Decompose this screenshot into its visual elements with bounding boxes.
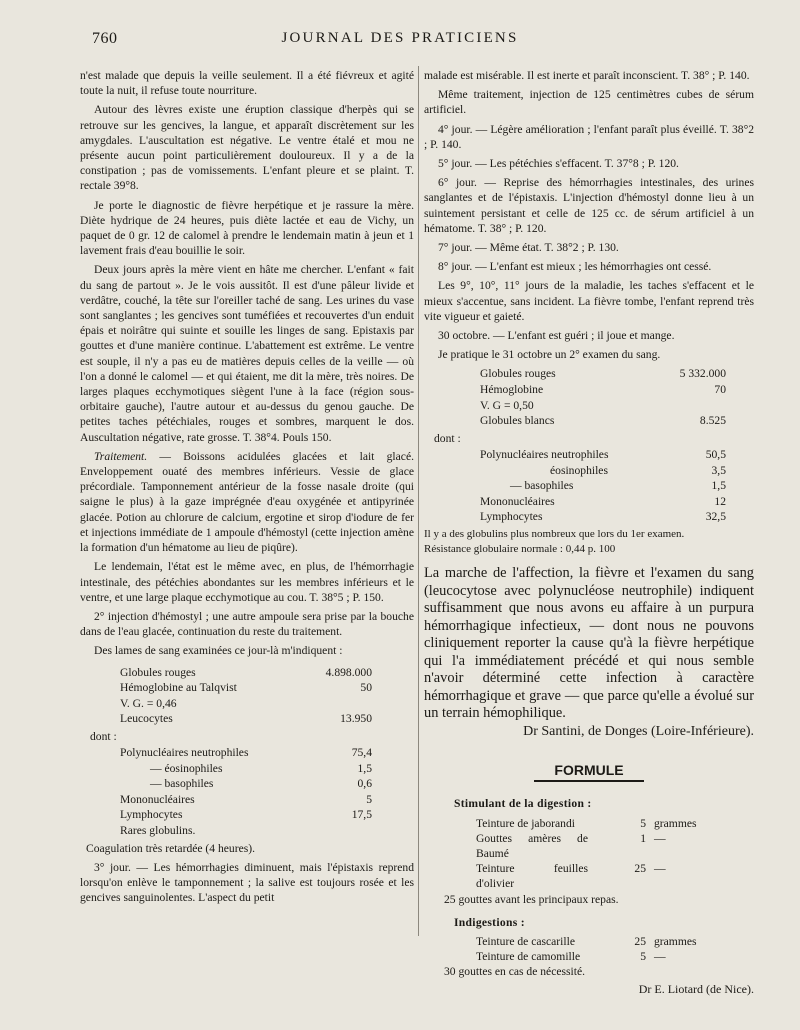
dont-label: dont : bbox=[90, 729, 117, 743]
blood-exam-1-table bbox=[120, 665, 372, 727]
table-row bbox=[120, 745, 372, 761]
right-column bbox=[424, 68, 754, 997]
unit: — bbox=[654, 831, 666, 845]
paragraph: 30 octobre. — L'enfant est guéri ; il joue et mange. bbox=[438, 329, 675, 343]
ingredient: Teinture de camomille bbox=[476, 950, 581, 964]
paragraph: Même traitement, injection de 125 centimètres cubes de sérum artificiel. bbox=[424, 88, 754, 117]
blood-exam-1-formula-table bbox=[120, 745, 372, 839]
page-number: 760 bbox=[92, 30, 118, 47]
treatment-label: Traitement. bbox=[94, 449, 148, 463]
prescription-line bbox=[476, 861, 724, 891]
blood-exam-2-formula-table bbox=[480, 447, 726, 525]
table-row bbox=[120, 807, 372, 823]
table-row bbox=[120, 711, 372, 727]
row-value: 13.950 bbox=[340, 712, 372, 726]
paragraph: Autour des lèvres existe une éruption classique d'herpès qui se retrouve sur les gencives, la langue, et apparaît discrètement sur les amygdales. L'auscultation est négative. Le ventre étalé et mou ne présente aucun point particulièrement douloureux. Il y a de la constipation ; pas de vomissements. L'enfant pleure et se plaint. T. rectale 39°8. bbox=[80, 103, 414, 193]
row-label: Lymphocytes bbox=[120, 808, 183, 822]
amount: 5 bbox=[640, 816, 646, 830]
paragraph: 5° jour. — Les pétéchies s'effacent. T. 37°8 ; P. 120. bbox=[438, 157, 679, 171]
table-row bbox=[480, 366, 726, 382]
paragraph: Les 9°, 10°, 11° jours de la maladie, les taches s'effacent et le mieux s'accentue, sans incident. La fièvre tombe, l'enfant reprend très vite vigueur et gaieté. bbox=[424, 279, 754, 323]
row-label: Polynucléaires neutrophiles bbox=[120, 746, 249, 760]
paragraph: Je porte le diagnostic de fièvre herpétique et je rassure la mère. Diète hydrique de 24 heures, puis diète lactée et eau de Vichy, un paquet de 0 gr. 12 de calomel à prendre le lendemain matin à jeun et 1 lavement frais d'eau bouillie le soir. bbox=[80, 198, 414, 258]
row-label: — basophiles bbox=[510, 479, 574, 493]
table-row bbox=[120, 792, 372, 808]
ingredient: Teinture de jaborandi bbox=[476, 816, 575, 830]
conclusion-paragraph: La marche de l'affection, la fièvre et l'examen du sang (leucocytose avec polynucléose neutrophile) indiquent suffisamment que nous avons eu affaire à un purpura hémorrhagique infectieux, — dont nous ne pouvons cliniquement reporter la cause qu'à la fièvre herpétique qui l'a immédiatement précédé et qui nous semble n'avoir déterminé cette infection à caractère hémorrhagique et grave — que parce qu'elle a évolué sur un terrain hémophilique. bbox=[424, 565, 754, 722]
row-value: 5 332.000 bbox=[679, 367, 726, 381]
treatment-paragraph bbox=[80, 449, 414, 555]
table-row bbox=[480, 494, 726, 510]
row-label: — éosinophiles bbox=[150, 761, 223, 775]
table-row bbox=[120, 680, 372, 696]
row-value: 5 bbox=[366, 792, 372, 806]
column-divider bbox=[418, 66, 419, 936]
paragraph: 3° jour. — Les hémorrhagies diminuent, mais l'épistaxis reprend lorsqu'on enlève le tamponnement ; la salive est toujours rosée et les gencives sanguinolentes. L'aspect du petit bbox=[80, 860, 414, 905]
row-value bbox=[300, 696, 372, 712]
row-value: 50,5 bbox=[705, 448, 726, 462]
row-label: V. G = 0,50 bbox=[480, 398, 534, 412]
treatment-text: — Boissons acidulées glacées et lait glacé. Enveloppement ouaté des membres inférieurs. Vessie de glace précordiale. Tamponnement antérieur de la fosse nasale droite (qui saigne le plus) à la gaze imprégnée d'eau oxygénée et antipyrinée glacée. Potion au chlorure de calcium, ergotine et sirop d'iodure de fer et injections immédiate de 1 ampoule d'hémostyl (cette injection amène la formation d'un hématome au lieu de piqûre). bbox=[80, 449, 414, 555]
ingredient: Teinture feuilles d'olivier bbox=[476, 862, 588, 891]
amount: 25 bbox=[634, 934, 646, 948]
paragraph: 2° injection d'hémostyl ; une autre ampoule sera prise par la bouche dans de l'eau glacée, continuation du reste du traitement. bbox=[80, 609, 414, 639]
table-row bbox=[480, 447, 726, 463]
row-value bbox=[633, 398, 726, 414]
row-value: 32,5 bbox=[705, 510, 726, 524]
row-label: Mononucléaires bbox=[480, 494, 555, 508]
page-header bbox=[0, 30, 800, 54]
prescription-title: Stimulant de la digestion : bbox=[454, 797, 592, 811]
paragraph: Je pratique le 31 octobre un 2° examen du sang. bbox=[438, 348, 661, 362]
paragraph: 8° jour. — L'enfant est mieux ; les hémorrhagies ont cessé. bbox=[438, 260, 712, 274]
row-label: — basophiles bbox=[150, 777, 214, 791]
journal-title: JOURNAL DES PRATICIENS bbox=[281, 30, 519, 46]
resistance-note: Résistance globulaire normale : 0,44 p. 100 bbox=[424, 543, 616, 556]
table-row bbox=[480, 509, 726, 525]
unit: — bbox=[654, 862, 666, 876]
table-row bbox=[480, 463, 726, 479]
prescription-line bbox=[476, 816, 724, 831]
row-label: V. G. = 0,46 bbox=[120, 696, 177, 710]
row-label: Hémoglobine bbox=[480, 383, 544, 397]
row-label: Mononucléaires bbox=[120, 792, 195, 806]
table-row bbox=[120, 665, 372, 681]
coagulation-note: Coagulation très retardée (4 heures). bbox=[86, 841, 256, 855]
table-row bbox=[480, 413, 726, 429]
prescription-dosage: 25 gouttes avant les principaux repas. bbox=[444, 892, 619, 906]
table-row bbox=[480, 478, 726, 494]
table-row bbox=[120, 776, 372, 792]
row-label: Rares globulins. bbox=[120, 824, 196, 838]
row-value: 0,6 bbox=[357, 777, 372, 791]
row-label: Hémoglobine au Talqvist bbox=[120, 681, 237, 695]
left-column bbox=[80, 68, 414, 909]
row-label: Polynucléaires neutrophiles bbox=[480, 448, 609, 462]
row-label: Globules rouges bbox=[480, 367, 556, 381]
table-row bbox=[120, 761, 372, 777]
row-value bbox=[338, 823, 372, 839]
table-row bbox=[120, 696, 372, 712]
prescription-title: Indigestions : bbox=[454, 915, 525, 929]
paragraph: 7° jour. — Même état. T. 38°2 ; P. 130. bbox=[438, 241, 619, 255]
row-value: 4.898.000 bbox=[325, 665, 372, 679]
paragraph: Des lames de sang examinées ce jour-là m'indiquent : bbox=[94, 644, 343, 658]
paragraph: 4° jour. — Légère amélioration ; l'enfant paraît plus éveillé. T. 38°2 ; P. 140. bbox=[424, 122, 754, 151]
amount: 5 bbox=[640, 950, 646, 964]
row-label: Globules rouges bbox=[120, 665, 196, 679]
prescription-dosage: 30 gouttes en cas de nécessité. bbox=[444, 965, 586, 979]
row-value: 75,4 bbox=[351, 746, 372, 760]
table-row bbox=[120, 823, 372, 839]
row-label: Globules blancs bbox=[480, 414, 555, 428]
formule-heading: FORMULE bbox=[534, 763, 644, 782]
table-row bbox=[480, 382, 726, 398]
unit: grammes bbox=[654, 934, 697, 948]
row-label: éosinophiles bbox=[550, 463, 608, 477]
row-value: 12 bbox=[714, 494, 726, 508]
paragraph: Le lendemain, l'état est le même avec, en plus, de l'hémorrhagie intestinale, des pétéchies abondantes sur les membres inférieurs et le ventre, et une large plaque ecchymotique au cou. T. 38°5 ; P. 150. bbox=[80, 560, 414, 604]
dont-label: dont : bbox=[434, 431, 461, 445]
row-label: Leucocytes bbox=[120, 712, 173, 726]
row-value: 1,5 bbox=[357, 761, 372, 775]
prescription-line bbox=[476, 934, 724, 949]
blood-exam-2-table bbox=[480, 366, 726, 428]
row-value: 50 bbox=[360, 681, 372, 695]
row-label: Lymphocytes bbox=[480, 510, 543, 524]
paragraph: malade est misérable. Il est inerte et paraît inconscient. T. 38° ; P. 140. bbox=[424, 69, 750, 82]
paragraph: Deux jours après la mère vient en hâte me chercher. L'enfant « fait du sang de partout ». Je le vois aussitôt. Il est d'une pâleur livide et verdâtre, couché, la tête sur l'oreiller taché de sang. Les urines du vase sont sanglantes ; les gencives sont tuméfiées et recouvertes d'un enduit épais et noirâtre qui suinte et souille les linges de sang. Epistaxis par gouttes et d'une manière continue. L'abattement est extrême. Le ventre est souple, il n'y a pas eu de matières depuis celles de la veille — où l'on a donné le calomel — et qui étaient, me dit la mère, très noires. De larges plaques ecchymotiques siègent l'une à la face (région sous-orbitaire gauche), l'autre autour et au-dessus du genou gauche. De petites taches pétéchiales, rouges et sombres, marquent le dos. Auscultation négative, rate grosse. T. 38°4. Pouls 150. bbox=[80, 263, 414, 444]
row-value: 17,5 bbox=[351, 808, 372, 822]
prescription-line bbox=[476, 831, 724, 861]
ingredient: Gouttes amères de Baumé bbox=[476, 831, 588, 860]
prescription-line bbox=[476, 949, 724, 964]
amount: 25 bbox=[634, 862, 646, 876]
amount: 1 bbox=[640, 831, 646, 845]
globulins-note: Il y a des globulins plus nombreux que lors du 1er examen. bbox=[424, 528, 685, 540]
prescription-signature: Dr E. Liotard (de Nice). bbox=[638, 981, 754, 996]
row-value: 1,5 bbox=[711, 479, 726, 493]
author-signature: Dr Santini, de Donges (Loire-Inférieure). bbox=[523, 723, 754, 739]
table-row bbox=[480, 398, 726, 414]
paragraph: 6° jour. — Reprise des hémorrhagies intestinales, des urines sanglantes et de l'épistaxis. L'injection d'hémostyl donne lieu à un suintement persistant et celle de 125 cc. de sérum artificiel à un hématome. T. 38° ; P. 120. bbox=[424, 176, 754, 235]
row-value: 8.525 bbox=[699, 414, 726, 428]
paragraph: n'est malade que depuis la veille seulement. Il a été fiévreux et agité toute la nuit, il refuse toute nourriture. bbox=[80, 69, 414, 98]
row-value: 70 bbox=[714, 383, 726, 397]
ingredient: Teinture de cascarille bbox=[476, 934, 575, 948]
row-value: 3,5 bbox=[711, 463, 726, 477]
unit: grammes bbox=[654, 816, 697, 830]
unit: — bbox=[654, 950, 666, 964]
